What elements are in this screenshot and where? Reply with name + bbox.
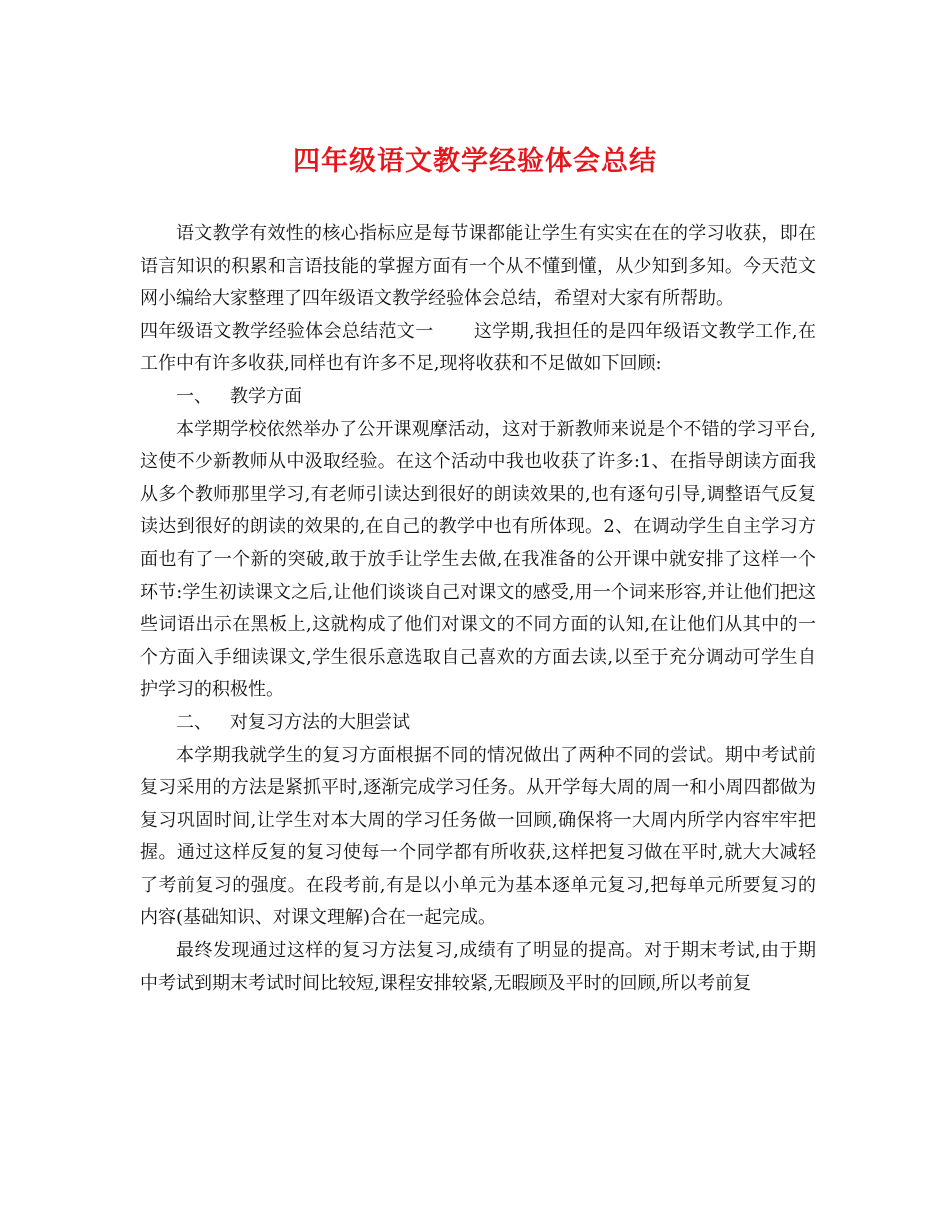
sample-label: 四年级语文教学经验体会总结范文一 <box>140 320 434 342</box>
section2-heading-text: 对复习方法的大胆尝试 <box>230 711 410 733</box>
section2-paragraph-2: 最终发现通过这样的复习方法复习,成绩有了明显的提高。对于期末考试,由于期中考试到期末考试时间比较短,课程安排较紧,无暇顾及平时的回顾,所以考前复 <box>140 940 816 994</box>
sample-paragraph <box>140 316 816 381</box>
document-body <box>140 218 816 1000</box>
section1-number: 一、 <box>176 385 212 407</box>
sample-lead: 这学期,我担任的是四年级语文教学工作,在工作中有许多收获,同样也有许多不足,现将收获和不足做如下回顾: <box>140 320 816 375</box>
section2-paragraph: 本学期我就学生的复习方面根据不同的情况做出了两种不同的尝试。期中考试前复习采用的方法是紧抓平时,逐渐完成学习任务。从开学每大周的周一和小周四都做为复习巩固时间,让学生对本大周的学习任务做一回顾,确保将一大周内所学内容牢牢把握。通过这样反复的复习使每一个同学都有所收获,这样把复习做在平时,就大大减轻了考前复习的强度。在段考前,有是以小单元为基本逐单元复习,把每单元所要复习的内容(基础知识、对课文理解)合在一起完成。 <box>140 744 816 929</box>
document-title: 四年级语文教学经验体会总结 <box>293 146 657 177</box>
section1-heading <box>140 381 816 414</box>
section1-paragraph: 本学期学校依然举办了公开课观摩活动，这对于新教师来说是个不错的学习平台,这使不少新教师从中汲取经验。在这个活动中我也收获了许多:1、在指导朗读方面我从多个教师那里学习,有老师引读达到很好的朗读效果的,也有逐句引导,调整语气反复读达到很好的朗读的效果的,在自己的教学中也有所体现。2、在调动学生自主学习方面也有了一个新的突破,敢于放手让学生去做,在我准备的公开课中就安排了这样一个环节:学生初读课文之后,让他们谈谈自己对课文的感受,用一个词来形容,并让他们把这些词语出示在黑板上,这就构成了他们对课文的不同方面的认知,在让他们从其中的一个方面入手细读课文,学生很乐意选取自己喜欢的方面去读,以至于充分调动可学生自护学习的积极性。 <box>140 418 816 701</box>
section2-heading <box>140 707 816 740</box>
section2-number: 二、 <box>176 711 212 733</box>
section1-heading-text: 教学方面 <box>230 385 302 407</box>
intro-paragraph: 语文教学有效性的核心指标应是每节课都能让学生有实实在在的学习收获，即在语言知识的积累和言语技能的掌握方面有一个从不懂到懂，从少知到多知。今天范文网小编给大家整理了四年级语文教学经验体会总结，希望对大家有所帮助。 <box>140 223 816 310</box>
